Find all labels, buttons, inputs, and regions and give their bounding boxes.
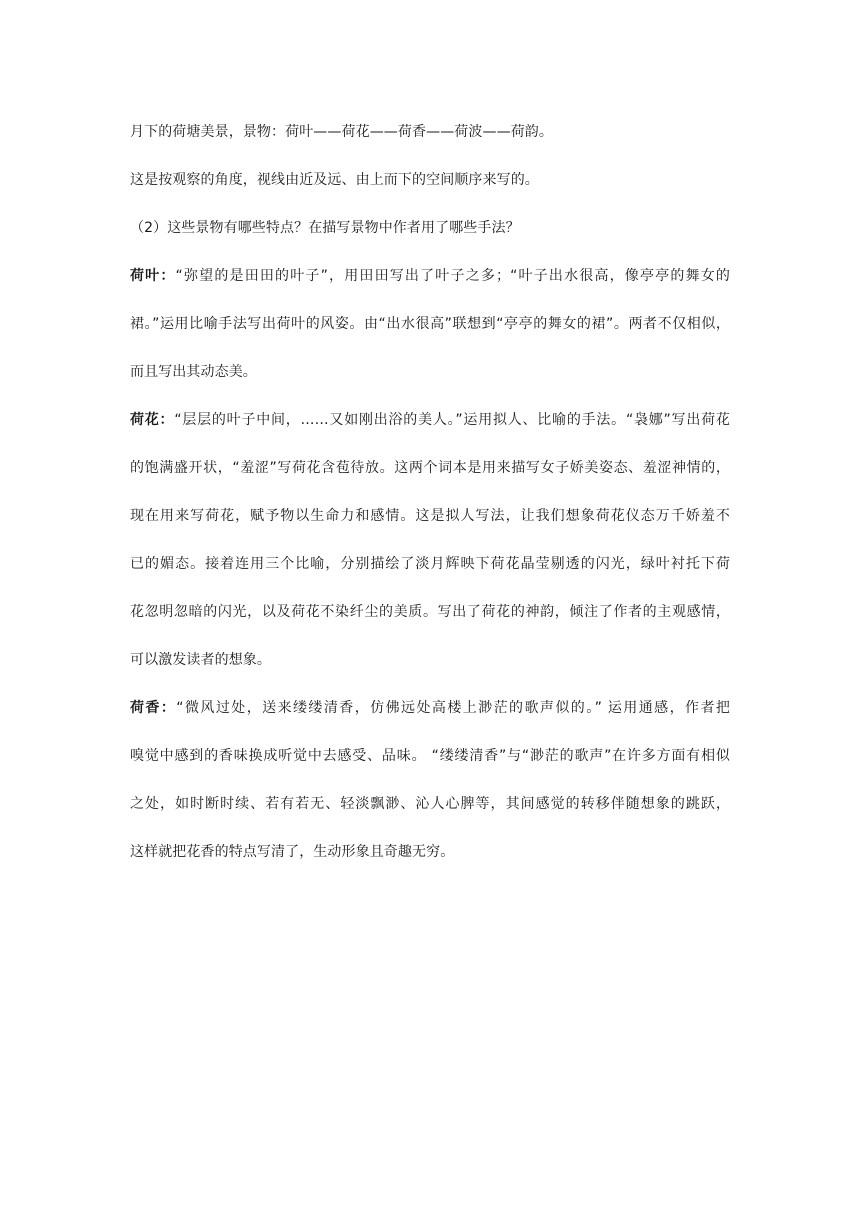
heye-line-1: 荷叶：“弥望的是田田的叶子”，用田田写出了叶子之多；“叶子出水很高，像亭亭的舞女的 <box>130 268 730 284</box>
hehua-line-1: 荷花：“层层的叶子中间，……又如刚出浴的美人。”运用拟人、比喻的手法。“袅娜”写出荷花 <box>130 412 730 428</box>
hexiang-line-1: 荷香：“微风过处，送来缕缕清香，仿佛远处高楼上渺茫的歌声似的。” 运用通感，作者把 <box>130 700 730 716</box>
hehua-line-4: 已的媚态。接着连用三个比喻，分别描绘了淡月辉映下荷花晶莹剔透的闪光，绿叶衬托下荷 <box>130 556 730 572</box>
hexiang-line-2: 嗅觉中感到的香味换成听觉中去感受、品味。 “缕缕清香”与“渺茫的歌声”在许多方面有相似 <box>130 748 730 764</box>
document-body <box>130 0 730 890</box>
hexiang-line-4: 这样就把花香的特点写清了，生动形象且奇趣无穷。 <box>130 844 455 860</box>
heye-line-2: 裙。”运用比喻手法写出荷叶的风姿。由“出水很高”联想到“亭亭的舞女的裙”。两者不仅相似， <box>130 316 730 332</box>
hehua-line-3: 现在用来写荷花，赋予物以生命力和感情。这是拟人写法，让我们想象荷花仪态万千娇羞不 <box>130 508 730 524</box>
paragraph-scenery: 月下的荷塘美景，景物：荷叶——荷花——荷香——荷波——荷韵。 <box>130 124 553 140</box>
hehua-line-6: 可以激发读者的想象。 <box>130 652 271 668</box>
hexiang-line-3: 之处，如时断时续、若有若无、轻淡飘渺、沁人心脾等，其间感觉的转移伴随想象的跳跃， <box>130 796 730 812</box>
heye-label: 荷叶： <box>130 268 176 284</box>
heye-line-3: 而且写出其动态美。 <box>130 364 257 380</box>
question-2: （2）这些景物有哪些特点？在描写景物中作者用了哪些手法？ <box>130 220 520 236</box>
hexiang-label: 荷香： <box>130 700 177 716</box>
paragraph-order: 这是按观察的角度，视线由近及远、由上而下的空间顺序来写的。 <box>130 172 539 188</box>
hehua-line-2: 的饱满盛开状，“羞涩”写荷花含苞待放。这两个词本是用来描写女子娇美姿态、羞涩神情的， <box>130 460 730 476</box>
hehua-label: 荷花： <box>130 412 175 428</box>
hehua-line-5: 花忽明忽暗的闪光，以及荷花不染纤尘的美质。写出了荷花的神韵，倾注了作者的主观感情， <box>130 604 730 620</box>
